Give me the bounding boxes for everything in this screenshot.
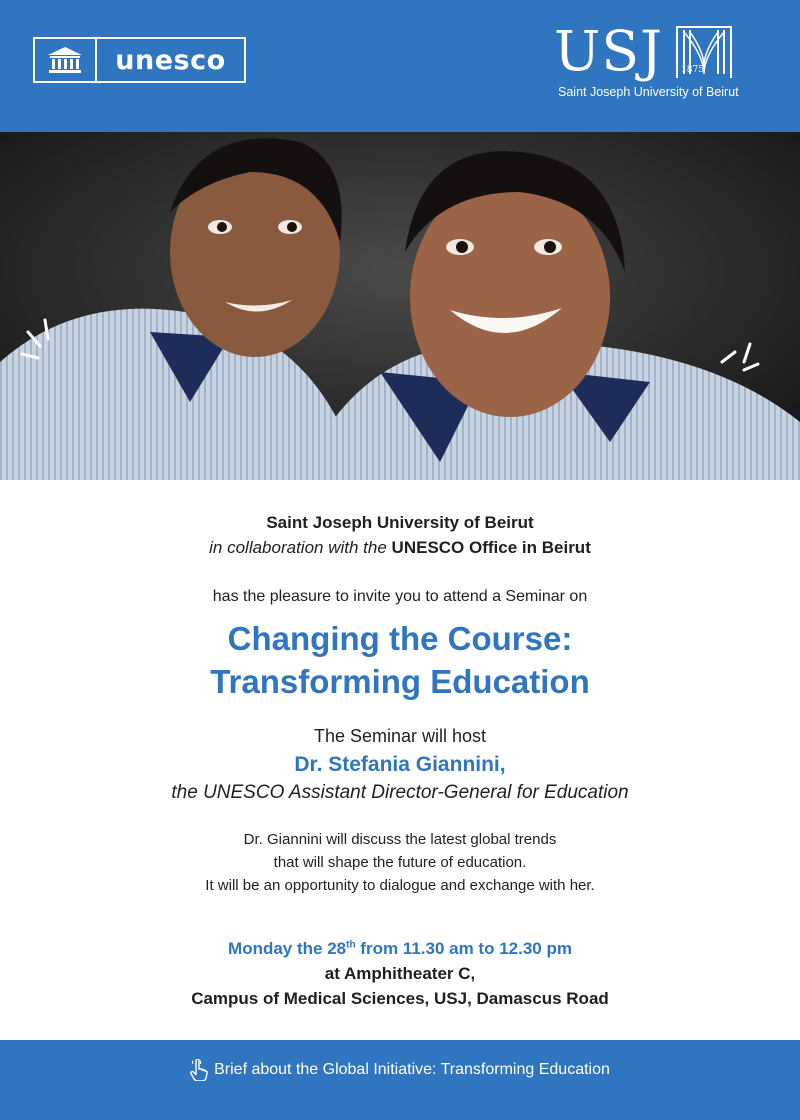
host-intro: The Seminar will host [313,726,487,746]
usj-full-name: Saint Joseph University of Beirut [558,85,739,99]
unesco-wordmark: unesco [115,44,226,76]
seminar-title-line1: Changing the Course: [227,620,573,657]
collaboration-line [0,538,800,558]
organizer-name: Saint Joseph University of Beirut [266,513,534,532]
usj-founding-year: 1875 [681,65,704,75]
global-initiative-link[interactable] [0,1040,800,1100]
header-banner [0,0,800,132]
event-date-time [0,939,800,959]
collaboration-prefix: in collaboration with the [209,538,387,557]
speaker-role: the UNESCO Assistant Director-General for Education [171,782,629,803]
usj-logo[interactable] [554,19,764,104]
speaker-name: Dr. Stefania Giannini, [294,753,506,776]
event-date: Monday the 28 [228,939,347,958]
collaboration-partner: UNESCO Office in Beirut [391,538,591,557]
description-line: It will be an opportunity to dialogue and exchange with her. [205,877,595,894]
description-line: that will shape the future of education. [273,854,527,871]
hero-photo [0,132,800,480]
date-ordinal-suffix: th [346,939,356,951]
global-initiative-link-label: Brief about the Global Initiative: Transforming Education [214,1061,610,1078]
venue-line2: Campus of Medical Sciences, USJ, Damascus Road [191,989,609,1008]
venue-line1: at Amphitheater C, [324,964,476,983]
description-line: Dr. Giannini will discuss the latest global trends [243,831,557,848]
unesco-temple-icon [35,39,97,81]
event-time: from 11.30 am to 12.30 pm [355,939,572,958]
seminar-title-line2: Transforming Education [210,663,590,700]
invitation-text: has the pleasure to invite you to attend a Seminar on [212,588,588,605]
pointing-hand-icon [190,1059,208,1081]
footer-banner [0,1040,800,1120]
unesco-logo[interactable] [33,37,246,83]
usj-letters: USJ [554,19,664,83]
